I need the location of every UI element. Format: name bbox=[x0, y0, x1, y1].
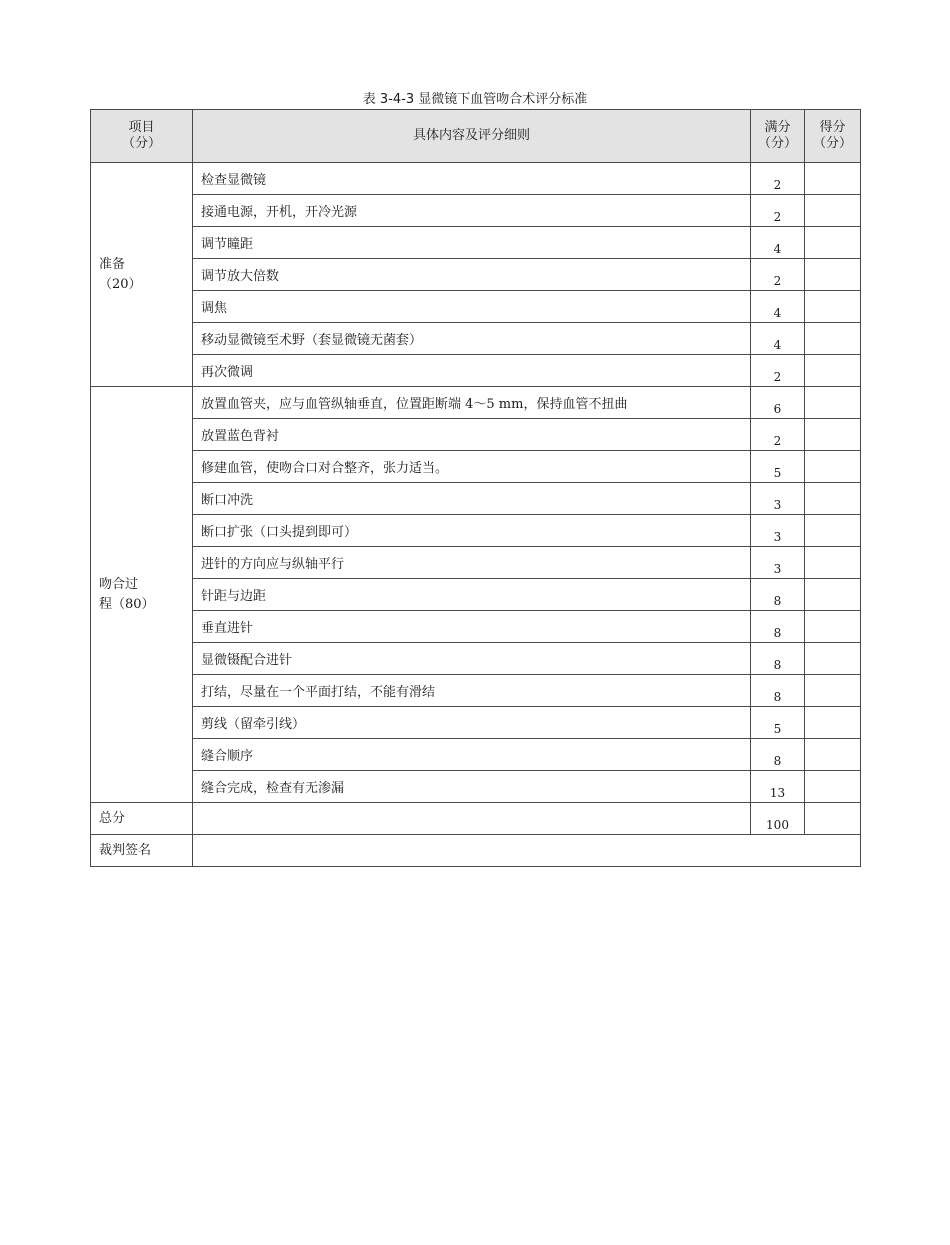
table-row bbox=[91, 547, 861, 579]
full-score: 8 bbox=[751, 643, 805, 675]
full-score: 4 bbox=[751, 323, 805, 355]
section-name: 吻合过 程（80） bbox=[91, 387, 193, 803]
item-text: 再次微调 bbox=[193, 355, 751, 387]
got-score-cell[interactable] bbox=[805, 195, 861, 227]
table-row bbox=[91, 323, 861, 355]
table-row bbox=[91, 195, 861, 227]
item-text: 断口扩张（口头提到即可） bbox=[193, 515, 751, 547]
table-row bbox=[91, 675, 861, 707]
full-score: 6 bbox=[751, 387, 805, 419]
full-score: 3 bbox=[751, 547, 805, 579]
table-row bbox=[91, 387, 861, 419]
got-score-cell[interactable] bbox=[805, 323, 861, 355]
got-score-cell[interactable] bbox=[805, 387, 861, 419]
item-text: 检查显微镜 bbox=[193, 163, 751, 195]
item-text: 剪线（留牵引线） bbox=[193, 707, 751, 739]
got-score-cell[interactable] bbox=[805, 643, 861, 675]
signature-cell[interactable] bbox=[193, 835, 861, 867]
table-row bbox=[91, 163, 861, 195]
header-detail: 具体内容及评分细则 bbox=[193, 110, 751, 163]
got-score-cell[interactable] bbox=[805, 675, 861, 707]
header-row bbox=[91, 110, 861, 163]
item-text: 垂直进针 bbox=[193, 611, 751, 643]
full-score: 8 bbox=[751, 739, 805, 771]
item-text: 调节瞳距 bbox=[193, 227, 751, 259]
got-score-cell[interactable] bbox=[805, 739, 861, 771]
table-row bbox=[91, 291, 861, 323]
got-score-cell[interactable] bbox=[805, 515, 861, 547]
signature-row bbox=[91, 835, 861, 867]
total-label: 总分 bbox=[91, 803, 193, 835]
got-score-cell[interactable] bbox=[805, 579, 861, 611]
table-row bbox=[91, 451, 861, 483]
header-item: 项目 （分） bbox=[91, 110, 193, 163]
table-caption: 表 3-4-3 显微镜下血管吻合术评分标准 bbox=[362, 92, 588, 107]
full-score: 2 bbox=[751, 355, 805, 387]
item-text: 显微镊配合进针 bbox=[193, 643, 751, 675]
total-got-cell[interactable] bbox=[805, 803, 861, 835]
full-score: 2 bbox=[751, 163, 805, 195]
item-text: 调节放大倍数 bbox=[193, 259, 751, 291]
got-score-cell[interactable] bbox=[805, 547, 861, 579]
item-text: 缝合顺序 bbox=[193, 739, 751, 771]
got-score-cell[interactable] bbox=[805, 419, 861, 451]
got-score-cell[interactable] bbox=[805, 227, 861, 259]
table-row bbox=[91, 611, 861, 643]
total-row bbox=[91, 803, 861, 835]
full-score: 4 bbox=[751, 291, 805, 323]
full-score: 2 bbox=[751, 419, 805, 451]
full-score: 5 bbox=[751, 707, 805, 739]
signature-label: 裁判签名 bbox=[91, 835, 193, 867]
table-row bbox=[91, 227, 861, 259]
total-score: 100 bbox=[751, 803, 805, 835]
scoring-table bbox=[90, 109, 861, 867]
got-score-cell[interactable] bbox=[805, 483, 861, 515]
table-row bbox=[91, 739, 861, 771]
item-text: 打结，尽量在一个平面打结，不能有滑结 bbox=[193, 675, 751, 707]
got-score-cell[interactable] bbox=[805, 355, 861, 387]
section-name: 准备 （20） bbox=[91, 163, 193, 387]
table-row bbox=[91, 419, 861, 451]
full-score: 2 bbox=[751, 195, 805, 227]
full-score: 8 bbox=[751, 675, 805, 707]
table-row bbox=[91, 483, 861, 515]
full-score: 8 bbox=[751, 611, 805, 643]
item-text: 接通电源，开机，开冷光源 bbox=[193, 195, 751, 227]
table-row bbox=[91, 355, 861, 387]
full-score: 5 bbox=[751, 451, 805, 483]
header-got-score: 得分 （分） bbox=[805, 110, 861, 163]
table-row bbox=[91, 707, 861, 739]
full-score: 8 bbox=[751, 579, 805, 611]
got-score-cell[interactable] bbox=[805, 291, 861, 323]
item-text: 修建血管，使吻合口对合整齐，张力适当。 bbox=[193, 451, 751, 483]
got-score-cell[interactable] bbox=[805, 707, 861, 739]
got-score-cell[interactable] bbox=[805, 611, 861, 643]
item-text: 调焦 bbox=[193, 291, 751, 323]
item-text: 进针的方向应与纵轴平行 bbox=[193, 547, 751, 579]
got-score-cell[interactable] bbox=[805, 163, 861, 195]
table-row bbox=[91, 643, 861, 675]
got-score-cell[interactable] bbox=[805, 259, 861, 291]
item-text: 放置蓝色背衬 bbox=[193, 419, 751, 451]
full-score: 13 bbox=[751, 771, 805, 803]
item-text: 针距与边距 bbox=[193, 579, 751, 611]
table-row bbox=[91, 771, 861, 803]
table-row bbox=[91, 579, 861, 611]
header-full-score: 满分 （分） bbox=[751, 110, 805, 163]
item-text: 缝合完成，检查有无渗漏 bbox=[193, 771, 751, 803]
full-score: 4 bbox=[751, 227, 805, 259]
item-text: 移动显微镜至术野（套显微镜无菌套） bbox=[193, 323, 751, 355]
item-text: 断口冲洗 bbox=[193, 483, 751, 515]
got-score-cell[interactable] bbox=[805, 771, 861, 803]
table-row bbox=[91, 259, 861, 291]
full-score: 3 bbox=[751, 483, 805, 515]
table-row bbox=[91, 515, 861, 547]
full-score: 3 bbox=[751, 515, 805, 547]
full-score: 2 bbox=[751, 259, 805, 291]
got-score-cell[interactable] bbox=[805, 451, 861, 483]
total-blank bbox=[193, 803, 751, 835]
item-text: 放置血管夹，应与血管纵轴垂直，位置距断端 4～5 mm，保持血管不扭曲 bbox=[193, 387, 751, 419]
